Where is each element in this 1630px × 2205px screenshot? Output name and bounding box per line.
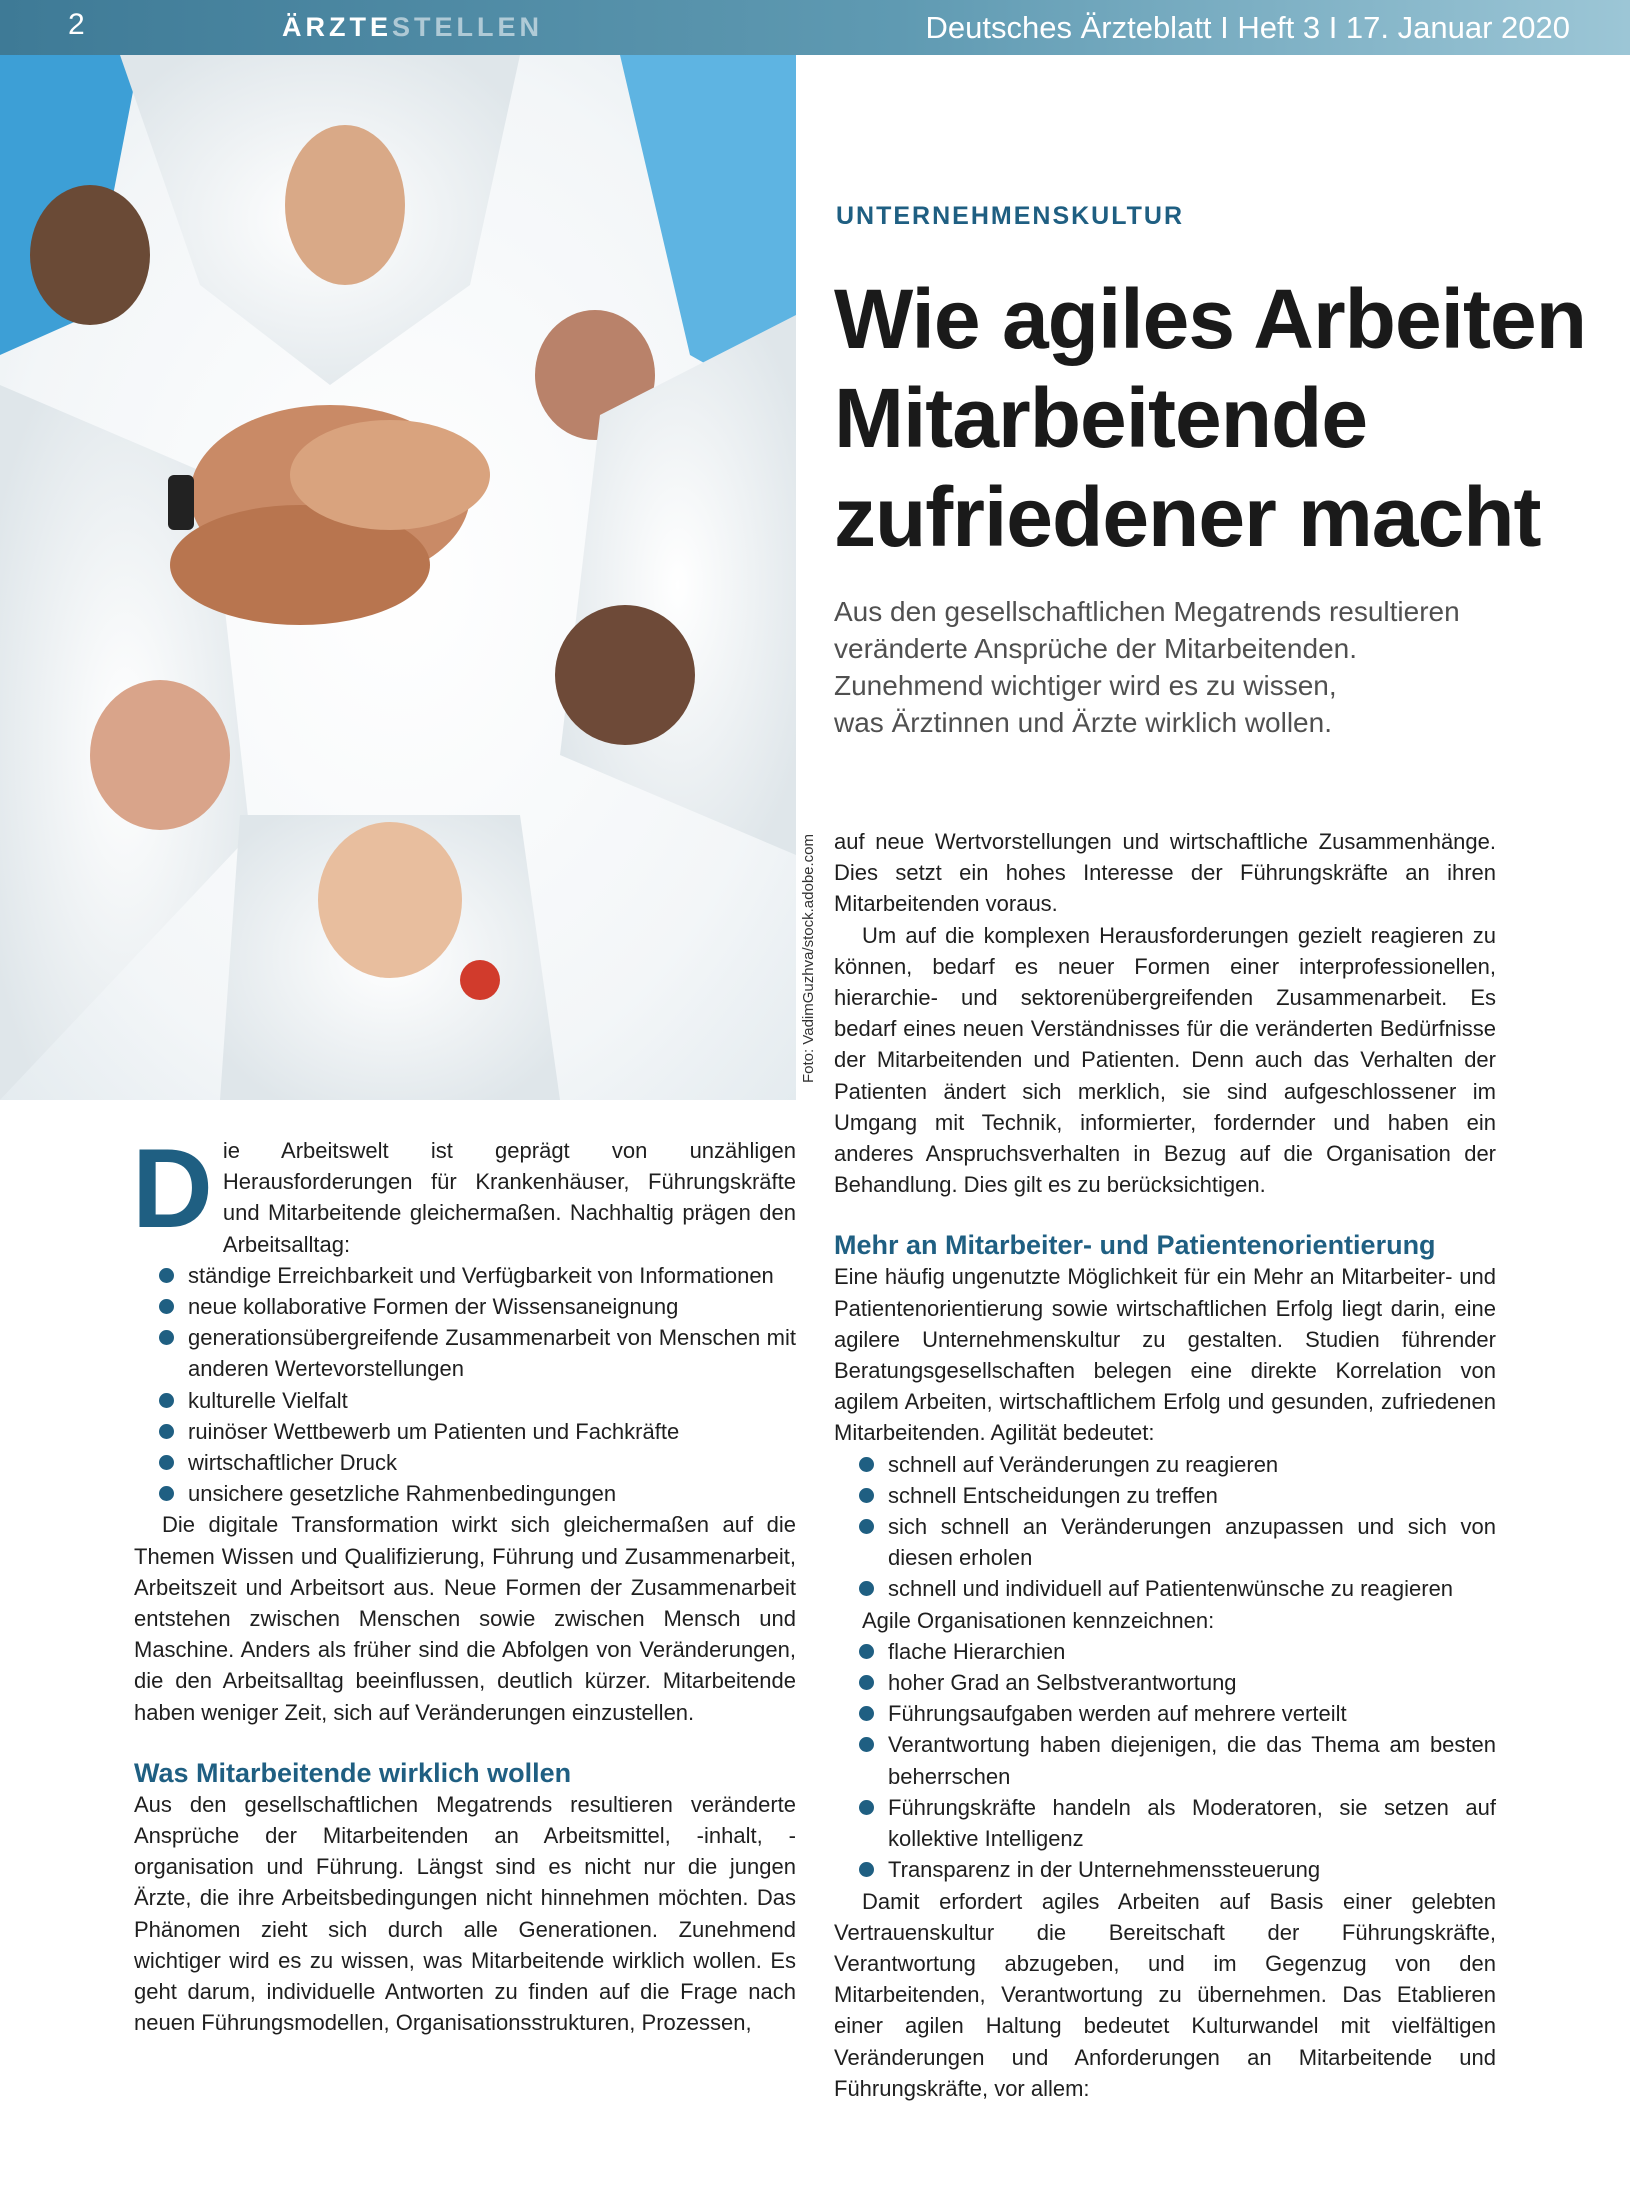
subtitle-line: was Ärztinnen und Ärzte wirklich wollen. — [834, 707, 1332, 738]
doctors-hands-photo — [0, 55, 796, 1100]
list-item: hoher Grad an Selbstverantwortung — [834, 1667, 1496, 1698]
issue-info: Deutsches Ärzteblatt I Heft 3 I 17. Januar 2020 — [925, 10, 1570, 45]
list-item: neue kollaborative Formen der Wissensaneignung — [134, 1291, 796, 1322]
list-item: kulturelle Vielfalt — [134, 1385, 796, 1416]
paragraph-digital: Die digitale Transformation wirkt sich gleichermaßen auf die Themen Wissen und Qualifizierung, Führung und Zusammenarbeit, Arbeitszeit und Arbeitsort aus. Neue Formen der Zusammenarbeit entstehen zwischen Menschen sowie zwischen Mensch und Maschine. Anders als früher sind die Abfolgen von Veränderungen, die den Arbeitsalltag beeinflussen, deutlich kürzer. Mitarbeitende haben weniger Zeit, sich auf Veränderungen einzustellen. — [134, 1512, 796, 1725]
drop-cap: D — [132, 1126, 213, 1251]
photo-illustration — [0, 55, 796, 1100]
brand-logo — [282, 12, 543, 43]
paragraph-continued: auf neue Wertvorstellungen und wirtschaftliche Zusammenhänge. Dies setzt ein hohes Interesse der Führungskräfte an ihren Mitarbeitenden voraus. — [834, 829, 1496, 917]
page-number: 2 — [68, 8, 85, 41]
paragraph-komplex: Um auf die komplexen Herausforderungen gezielt reagieren zu können, bedarf es neuer Formen einer interprofessionellen, hierarchie- und sektorenübergreifenden Zusammenarbeit. Es bedarf eines neuen Verständnisses für die veränderten Bedürfnisse der Mitarbeitenden und Patienten. Denn auch das Verhalten der Patienten ändert sich merklich, sie sind aufgeschlossener im Umgang mit Technik, informierter, fordernder und haben ein anderes Anspruchsverhalten in Bezug auf die Organisation der Behandlung. Dies gilt es zu berücksichtigen. — [834, 922, 1496, 1198]
list-item: schnell Entscheidungen zu treffen — [834, 1480, 1496, 1511]
list-item: schnell und individuell auf Patientenwünsche zu reagieren — [834, 1573, 1496, 1604]
list-item: schnell auf Veränderungen zu reagieren — [834, 1449, 1496, 1480]
page-header — [0, 0, 1630, 55]
agility-list — [834, 1449, 1496, 1605]
subtitle-line: Aus den gesellschaftlichen Megatrends resultieren — [834, 596, 1460, 627]
heading-orientierung: Mehr an Mitarbeiter- und Patientenorientierung — [834, 1230, 1436, 1261]
list-item: Verantwortung haben diejenigen, die das Thema am besten beherrschen — [834, 1729, 1496, 1791]
list-item: Transparenz in der Unternehmenssteuerung — [834, 1854, 1496, 1885]
list-item: flache Hierarchien — [834, 1636, 1496, 1667]
list-item: Führungskräfte handeln als Moderatoren, sie setzen auf kollektive Intelligenz — [834, 1792, 1496, 1854]
article-kicker: UNTERNEHMENSKULTUR — [836, 202, 1185, 230]
list-item: ständige Erreichbarkeit und Verfügbarkeit von Informationen — [134, 1260, 796, 1291]
photo-credit: Foto: VadimGuzhva/stock.adobe.com — [800, 833, 817, 1083]
list-item: generationsübergreifende Zusammenarbeit von Menschen mit anderen Wertevorstellungen — [134, 1322, 796, 1384]
list-item: wirtschaftlicher Druck — [134, 1447, 796, 1478]
paragraph-wollen: Aus den gesellschaftlichen Megatrends resultieren veränderte Ansprüche der Mitarbeitenden an Arbeitsmittel, -inhalt, -organisation und Führung. Längst sind es nicht nur die jungen Ärzte, die ihre Arbeitsbedingungen nicht hinnehmen möchten. Das Phänomen zieht sich durch alle Generationen. Zunehmend wichtiger wird es zu wissen, was Mitarbeitende wirklich wollen. Es geht darum, individuelle Antworten zu finden auf die Frage nach neuen Führungsmodellen, Organisationsstrukturen, Prozessen, — [134, 1791, 796, 2036]
list-item: ruinöser Wettbewerb um Patienten und Fachkräfte — [134, 1416, 796, 1447]
article-subtitle — [834, 593, 1554, 741]
intro-text: ie Arbeitswelt ist geprägt von unzähligen Herausforderungen für Krankenhäuser, Führungskräfte und Mitarbeitende gleichermaßen. Nachhaltig prägen den Arbeitsalltag: — [222, 1138, 796, 1257]
subtitle-line: Zunehmend wichtiger wird es zu wissen, — [834, 670, 1337, 701]
list-item: unsichere gesetzliche Rahmenbedingungen — [134, 1478, 796, 1509]
list-item: Führungsaufgaben werden auf mehrere verteilt — [834, 1698, 1496, 1729]
right-column — [834, 826, 1496, 2104]
brand-part-1: ÄRZTE — [282, 12, 392, 42]
left-column — [132, 1126, 796, 2038]
heading-mitarbeitende-wollen: Was Mitarbeitende wirklich wollen — [134, 1757, 572, 1788]
article-title: Wie agiles Arbeiten Mitarbeitende zufriedener macht — [834, 272, 1587, 564]
brand-part-2: STELLEN — [392, 12, 544, 42]
agile-org-intro: Agile Organisationen kennzeichnen: — [862, 1607, 1215, 1633]
subtitle-line: veränderte Ansprüche der Mitarbeitenden. — [834, 633, 1357, 664]
challenges-list — [134, 1260, 796, 1510]
agile-org-list — [834, 1636, 1496, 1886]
paragraph-mehr: Eine häufig ungenutzte Möglichkeit für ein Mehr an Mitarbeiter- und Patientenorientierung sowie wirtschaftlichen Erfolg liegt darin, eine agilere Unternehmenskultur zu gestalten. Studien führender Beratungsgesellschaften belegen eine direkte Korrelation von agilem Arbeiten, wirtschaftlichem Erfolg und gesunden, zufriedenen Mitarbeitenden. Agilität bedeutet: — [834, 1264, 1496, 1446]
list-item: sich schnell an Veränderungen anzupassen und sich von diesen erholen — [834, 1511, 1496, 1573]
paragraph-final: Damit erfordert agiles Arbeiten auf Basis einer gelebten Vertrauenskultur die Bereitschaft der Führungskräfte, Verantwortung abzugeben, und im Gegenzug von den Mitarbeitenden, Verantwortung zu übernehmen. Das Etablieren einer agilen Haltung bedeutet Kulturwandel mit vielfältigen Veränderungen und Anforderungen an Mitarbeitende und Führungskräfte, vor allem: — [834, 1888, 1496, 2101]
intro-paragraph — [132, 1126, 796, 1260]
